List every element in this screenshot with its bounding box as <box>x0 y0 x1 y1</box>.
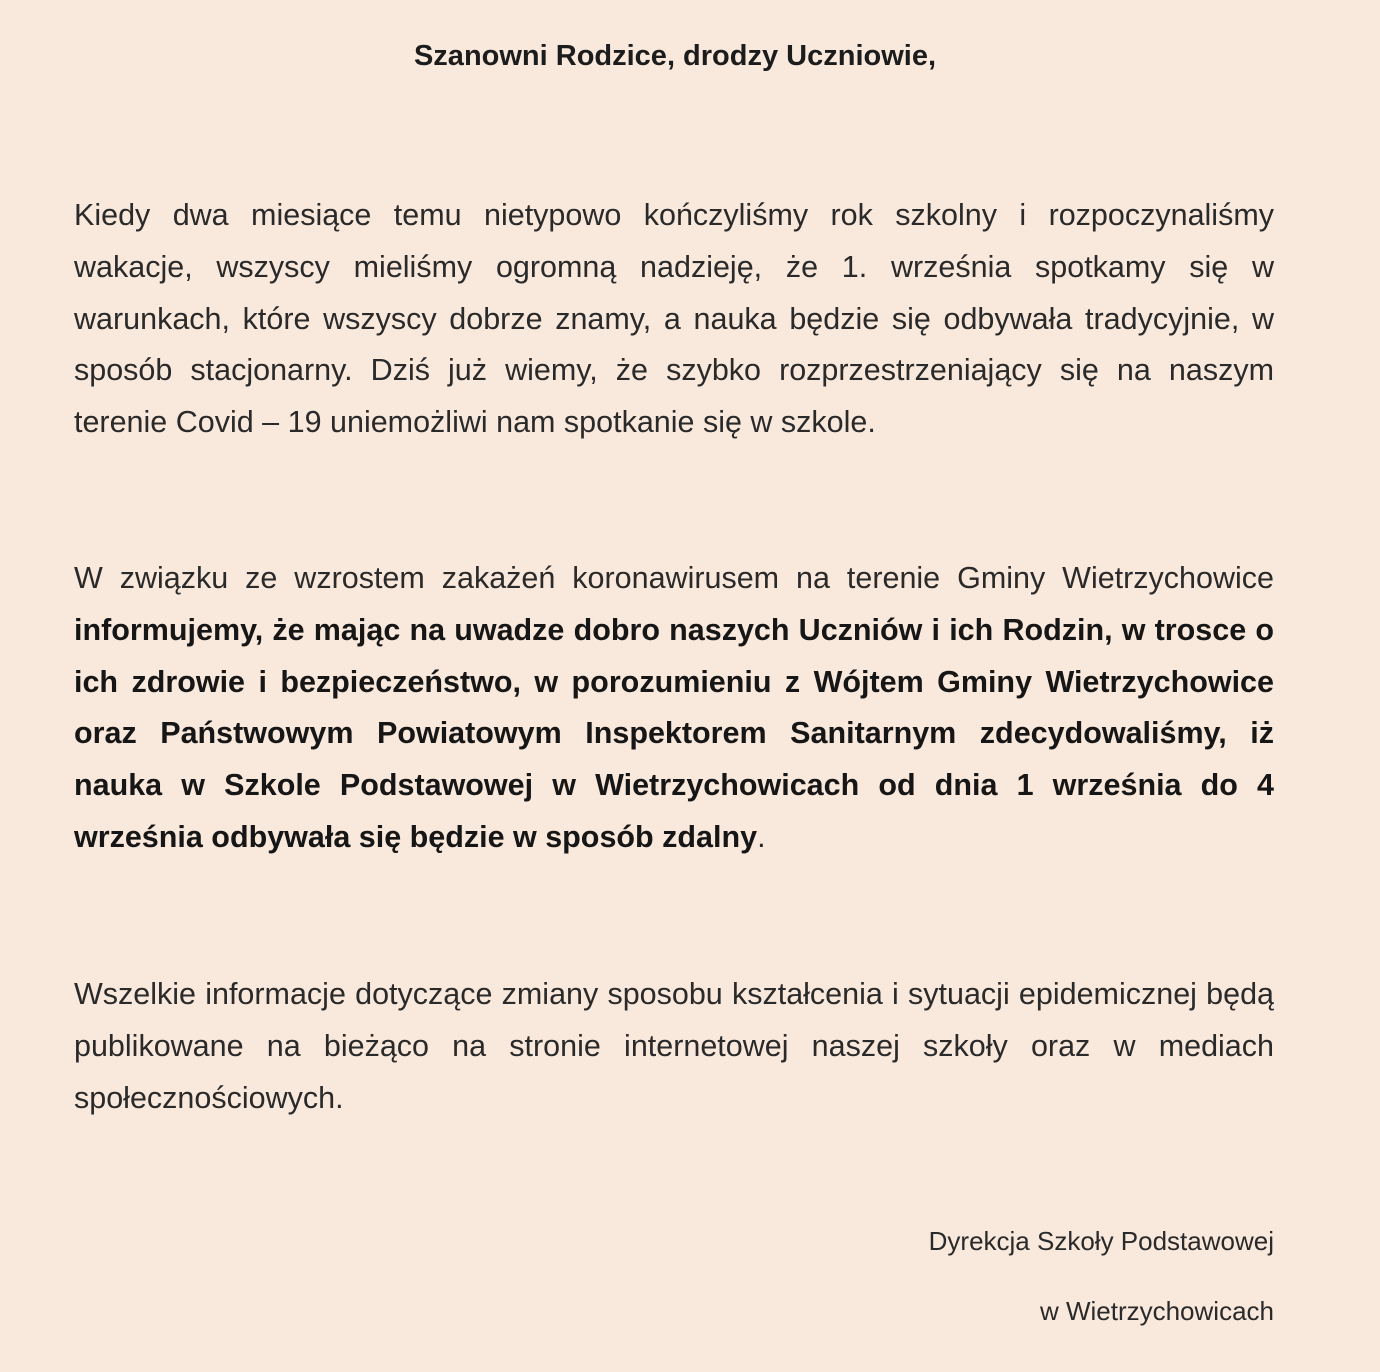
announcement-end: . <box>757 819 766 854</box>
letter-greeting: Szanowni Rodzice, drodzy Uczniowie, <box>413 40 937 72</box>
announcement-bold: informujemy, że mając na uwadze dobro naszych Uczniów i ich Rodzin, w trosce o ich zdrowie i bezpieczeństwo, w porozumieniu z Wójtem Gminy Wietrzychowice oraz Państwowym Powiatowym Inspektorem Sanitarnym zdecydowaliśmy, iż nauka w Szkole Podstawowej w Wietrzychowicach od dnia 1 września do 4 września odbywała się będzie w sposób zdalny <box>74 612 1274 854</box>
paragraph-announcement <box>74 553 1274 864</box>
announcement-intro: W związku ze wzrostem zakażeń koronawirusem na terenie Gminy Wietrzychowice <box>74 561 1274 595</box>
paragraph-intro: Kiedy dwa miesiące temu nietypowo kończyliśmy rok szkolny i rozpoczynaliśmy wakacje, wszyscy mieliśmy ogromną nadzieję, że 1. września spotkamy się w warunkach, które wszyscy dobrze znamy, a nauka będzie się odbywała tradycyjnie, w sposób stacjonarny. Dziś już wiemy, że szybko rozprzestrzeniający się na naszym terenie Covid – 19 uniemożliwi nam spotkanie się w szkole. <box>74 198 1274 440</box>
signature-line-1: Dyrekcja Szkoły Podstawowej <box>928 1226 1274 1256</box>
signature-line-2: w Wietrzychowicach <box>1039 1296 1274 1326</box>
paragraph-information: Wszelkie informacje dotyczące zmiany sposobu kształcenia i sytuacji epidemicznej będą publikowane na bieżąco na stronie internetowej naszej szkoły oraz w mediach społecznościowych. <box>74 977 1274 1115</box>
